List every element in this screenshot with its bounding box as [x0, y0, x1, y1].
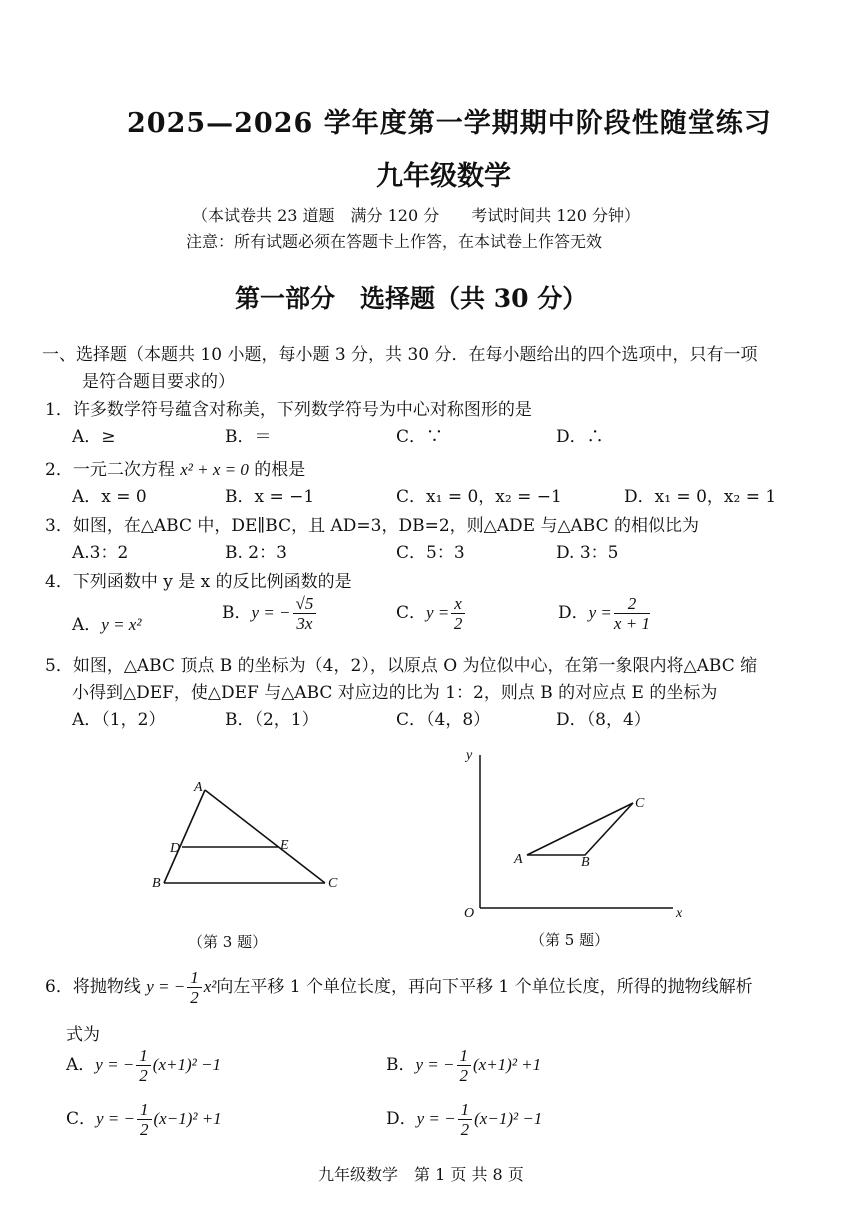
question-1-option-a: A．≥	[72, 427, 116, 447]
question-6-stem-denominator: 2	[190, 988, 199, 1007]
question-6-option-c-lhs: y = −	[96, 1109, 136, 1128]
figure-3-caption: （第 3 题）	[188, 933, 268, 951]
question-4-option-b-lhs: y = −	[251, 603, 291, 622]
question-4-option-c-numerator: x	[451, 594, 465, 614]
point-label-b: B	[152, 876, 161, 891]
question-4-option-d-lhs: y =	[588, 603, 612, 622]
question-4-option-a	[72, 610, 141, 635]
question-4-option-a-label: A．	[72, 615, 102, 635]
axis-label-x: x	[676, 906, 683, 921]
question-2-equation: x² + x = 0	[180, 460, 249, 479]
point-label-a: A	[514, 852, 523, 867]
question-2-stem-post: 的根是	[248, 460, 306, 480]
page-footer: 九年级数学 第 1 页 共 8 页	[318, 1165, 524, 1184]
question-6-option-b	[386, 1046, 541, 1085]
question-6-option-d-denominator: 2	[460, 1120, 470, 1139]
question-3-option-b: B. 2：3	[225, 543, 287, 563]
question-3-option-c: C．5：3	[396, 543, 465, 563]
question-2-stem	[45, 455, 305, 480]
question-4-option-d-numerator: 2	[614, 594, 650, 614]
question-6-stem-numerator: 1	[187, 968, 202, 988]
axis-label-y: y	[466, 748, 473, 763]
question-6-option-c-rhs: (x−1)² +1	[153, 1109, 222, 1128]
question-6-option-a-rhs: (x+1)² −1	[152, 1055, 221, 1074]
triangle-abc	[527, 803, 633, 855]
question-6-option-b-numerator: 1	[457, 1046, 472, 1066]
exam-notice: 注意：所有试题必须在答题卡上作答，在本试卷上作答无效	[186, 232, 603, 251]
question-6-option-d	[386, 1100, 542, 1139]
point-label-c: C	[635, 796, 645, 811]
exam-title: 2025—2026 学年度第一学期期中阶段性随堂练习	[127, 108, 772, 139]
section-instruction-2: 是符合题目要求的）	[82, 372, 235, 392]
question-1-option-d: D．∴	[556, 427, 604, 447]
point-label-d: D	[170, 841, 181, 856]
question-3-stem: 3．如图，在△ABC 中，DE∥BC，且 AD=3，DB=2，则△ADE 与△ABC 的相似比为	[45, 516, 700, 536]
question-6-option-a-numerator: 1	[136, 1046, 151, 1066]
question-6-option-d-lhs: y = −	[416, 1109, 456, 1128]
question-1-stem: 1．许多数学符号蕴含对称美，下列数学符号为中心对称图形的是	[45, 400, 532, 420]
question-6-option-a-label: A．	[66, 1055, 96, 1075]
question-4-option-d-label: D．	[558, 603, 589, 623]
question-2-option-a: A．x = 0	[72, 487, 147, 507]
question-4-option-d	[558, 594, 652, 633]
point-label-a: A	[194, 780, 203, 795]
part-heading: 第一部分 选择题（共 30 分）	[235, 284, 588, 313]
section-instruction-1: 一、选择题（本题共 10 小题，每小题 3 分，共 30 分．在每小题给出的四个选项中，只有一项	[42, 345, 758, 365]
question-4-option-c-lhs: y =	[426, 603, 450, 622]
question-6-stem-pre: 6．将抛物线	[45, 977, 147, 997]
question-6-option-d-numerator: 1	[458, 1100, 473, 1120]
point-label-b: B	[581, 855, 590, 870]
question-6-stem-lhs: y = −	[146, 977, 186, 996]
question-6-stem-line-2: 式为	[66, 1025, 100, 1045]
question-6-option-d-label: D．	[386, 1109, 417, 1129]
question-2-option-d: D．x₁ = 0，x₂ = 1	[624, 487, 777, 507]
question-2-option-c: C．x₁ = 0，x₂ = −1	[396, 487, 562, 507]
question-2-option-b: B．x = −1	[225, 487, 315, 507]
segment-ab	[164, 790, 205, 883]
question-5-option-c: C．（4，8）	[396, 710, 491, 730]
question-6-option-a-denominator: 2	[139, 1066, 148, 1085]
figure-5-caption: （第 5 题）	[530, 931, 610, 949]
question-4-option-b-denominator: 3x	[296, 614, 313, 633]
question-1-option-b: B．＝	[225, 427, 272, 447]
point-label-c: C	[328, 876, 338, 891]
question-6-option-b-denominator: 2	[459, 1066, 468, 1085]
question-4-stem: 4．下列函数中 y 是 x 的反比例函数的是	[45, 572, 352, 592]
question-5-line-2: 小得到△DEF，使△DEF 与△ABC 对应边的比为 1：2，则点 B 的对应点 E 的坐标为	[72, 683, 718, 703]
question-1-option-c: C．∵	[396, 427, 444, 447]
question-6-option-c-numerator: 1	[137, 1100, 152, 1120]
question-4-option-b-numerator: √5	[293, 594, 317, 614]
question-4-option-c-denominator: 2	[453, 614, 463, 633]
exam-info: （本试卷共 23 道题 满分 120 分 考试时间共 120 分钟）	[192, 206, 640, 225]
figure-question-5	[455, 745, 695, 925]
question-4-option-b	[222, 594, 318, 633]
question-4-option-b-label: B．	[222, 603, 252, 623]
question-4-option-c	[396, 594, 467, 633]
question-3-option-d: D. 3：5	[556, 543, 619, 563]
question-4-option-d-denominator: x + 1	[613, 614, 650, 633]
question-5-option-b: B．（2，1）	[225, 710, 319, 730]
question-6-option-b-lhs: y = −	[415, 1055, 455, 1074]
question-6-option-d-rhs: (x−1)² −1	[474, 1109, 543, 1128]
question-6-stem-tail: x²	[203, 977, 217, 996]
question-4-option-c-label: C．	[396, 603, 427, 623]
question-6-option-c	[66, 1100, 222, 1139]
question-6-stem	[45, 968, 753, 1007]
origin-label: O	[464, 906, 475, 921]
question-4-option-a-expr: y = x²	[101, 615, 142, 634]
subject-title: 九年级数学	[376, 161, 511, 192]
question-6-option-b-rhs: (x+1)² +1	[473, 1055, 542, 1074]
segment-ac	[205, 790, 325, 883]
question-6-stem-post: 向左平移 1 个单位长度，再向下平移 1 个单位长度，所得的抛物线解析	[216, 977, 753, 997]
figure-question-3	[140, 775, 350, 895]
question-6-option-a	[66, 1046, 221, 1085]
question-5-line-1: 5．如图，△ABC 顶点 B 的坐标为（4，2），以原点 O 为位似中心，在第一象限内将△ABC 缩	[45, 656, 758, 676]
question-6-option-c-label: C．	[66, 1109, 97, 1129]
question-5-option-a: A．（1，2）	[72, 710, 166, 730]
point-label-e: E	[280, 838, 289, 853]
question-2-stem-pre: 2．一元二次方程	[45, 460, 181, 480]
question-5-option-d: D．（8，4）	[556, 710, 651, 730]
question-3-option-a: A.3：2	[72, 543, 129, 563]
question-6-option-a-lhs: y = −	[95, 1055, 135, 1074]
question-6-option-c-denominator: 2	[140, 1120, 149, 1139]
question-6-option-b-label: B．	[386, 1055, 416, 1075]
